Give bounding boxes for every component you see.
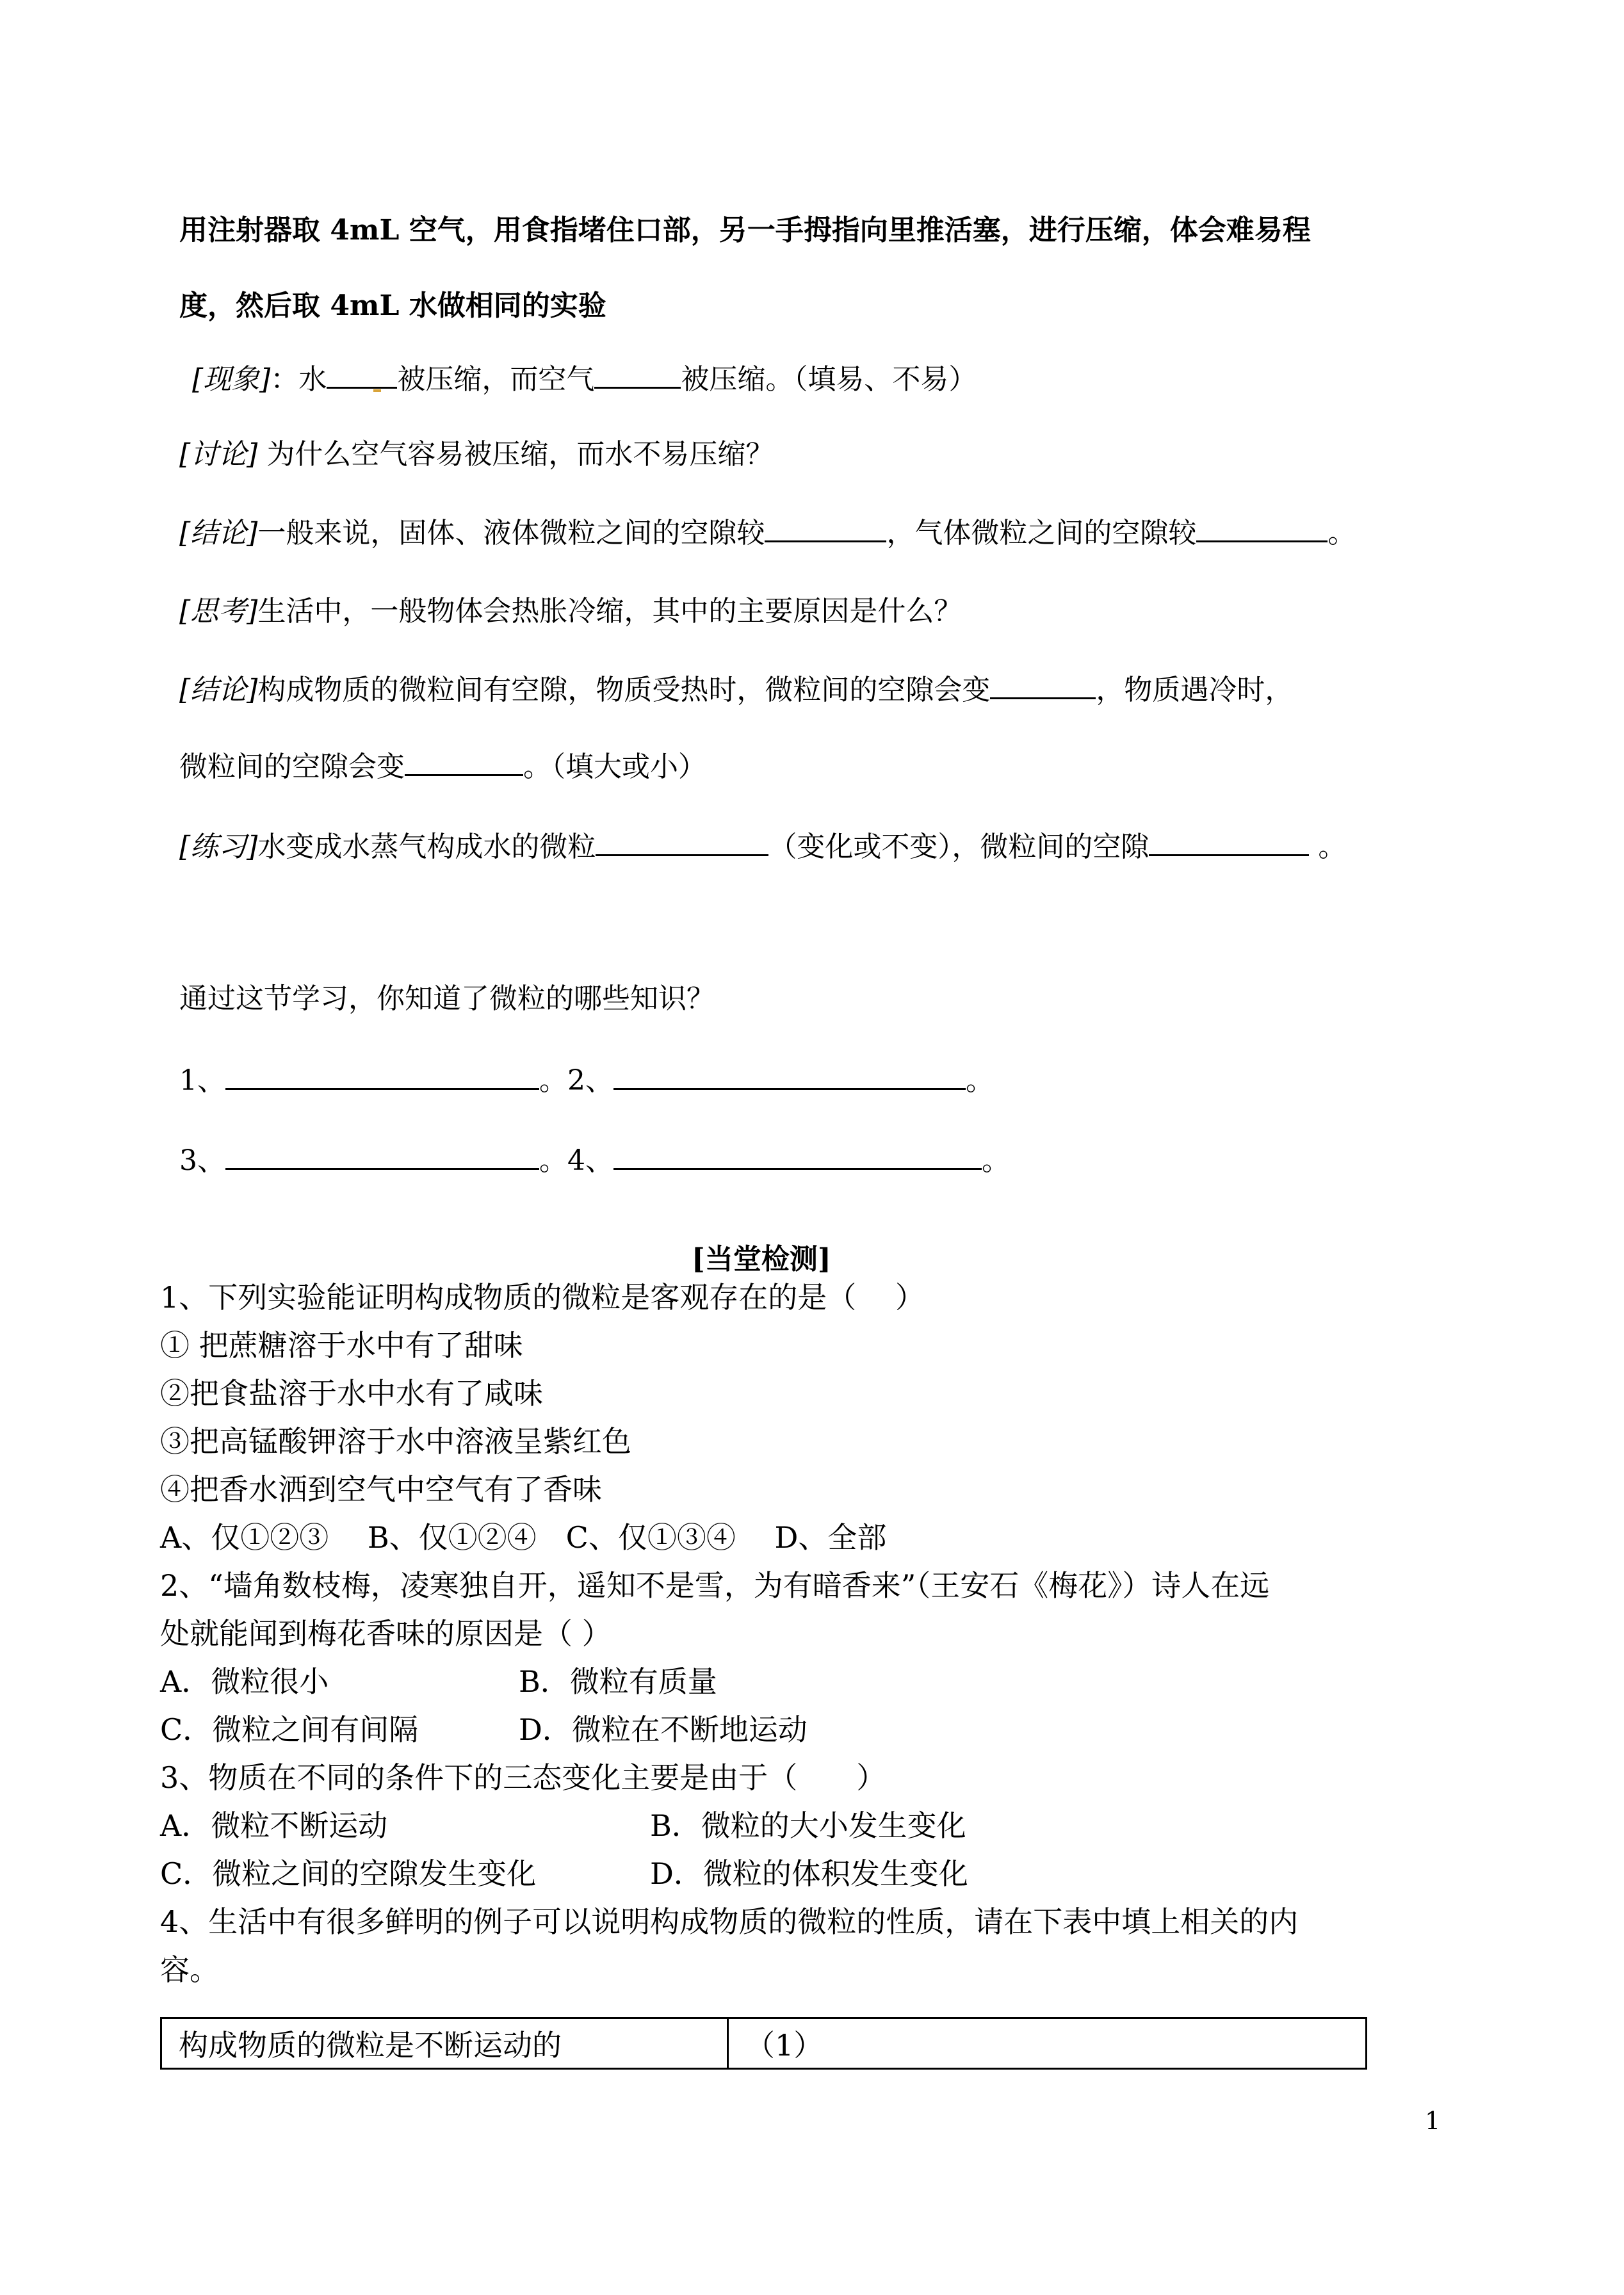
blank-heat-gap[interactable] <box>990 669 1096 699</box>
q3-option-d: D．微粒的体积发生变化 <box>650 1856 968 1891</box>
conclusion-2-text-3: 微粒间的空隙会变 <box>179 750 405 783</box>
conclusion-2-tag: [结论] <box>179 674 258 706</box>
q2-option-b: B．微粒有质量 <box>519 1664 717 1699</box>
blank-cold-gap[interactable] <box>405 746 523 776</box>
q2-option-d: D．微粒在不断地运动 <box>519 1712 808 1747</box>
q1-item-1: ① 把蔗糖溶于水中有了甜味 <box>160 1328 523 1363</box>
phenomenon-line <box>192 359 977 399</box>
phenomenon-text-2: 被压缩，而空气 <box>397 363 595 396</box>
practice-line <box>179 826 1346 866</box>
blank-gas-gap[interactable] <box>1196 512 1328 542</box>
table-cell-property: 构成物质的微粒是不断运动的 <box>161 2018 728 2069</box>
discussion-tag: [讨论] <box>179 438 258 471</box>
table-row <box>161 2018 1367 2069</box>
q4-stem-1: 4、生活中有很多鲜明的例子可以说明构成物质的微粒的性质，请在下表中填上相关的内 <box>160 1904 1299 1939</box>
summary-num-1: 1、 <box>179 1064 225 1097</box>
highlight-mark <box>373 389 381 392</box>
conclusion-1-text-2: ，气体微粒之间的空隙较 <box>886 517 1197 549</box>
q1-options: A、仅①②③ B、仅①②④ C、仅①③④ D、全部 <box>160 1520 887 1555</box>
q3-option-b: B．微粒的大小发生变化 <box>650 1808 966 1843</box>
q2-option-a: A．微粒很小 <box>160 1664 329 1699</box>
summary-end-1: 。 <box>966 1064 994 1097</box>
q1-item-3: ③把高锰酸钾溶于水中溶液呈紫红色 <box>160 1424 631 1459</box>
q1-stem: 1、下列实验能证明构成物质的微粒是客观存在的是（ ） <box>160 1280 925 1315</box>
q3-option-a: A．微粒不断运动 <box>160 1808 388 1843</box>
think-tag: [思考] <box>179 595 258 628</box>
blank-air-compress[interactable] <box>594 359 681 389</box>
summary-num-3: 3、 <box>179 1144 225 1177</box>
test-title: [当堂检测] <box>692 1243 831 1276</box>
discussion-text: 为什么空气容易被压缩，而水不易压缩？ <box>257 438 774 471</box>
practice-tag: [练习] <box>179 831 258 863</box>
blank-water-compress[interactable] <box>327 359 397 389</box>
blank-knowledge-4[interactable] <box>613 1140 982 1170</box>
practice-text-1: 水变成水蒸气构成水的微粒 <box>257 831 596 863</box>
blank-solid-gap[interactable] <box>765 512 886 542</box>
summary-num-2: 。2、 <box>539 1064 613 1097</box>
conclusion-1-text-1: 一般来说，固体、液体微粒之间的空隙较 <box>257 517 765 549</box>
q3-option-c: C．微粒之间的空隙发生变化 <box>160 1856 537 1891</box>
q2-stem-2: 处就能闻到梅花香味的原因是（ ） <box>160 1616 612 1651</box>
q2-stem-1: 2、“墙角数枝梅，凌寒独自开，遥知不是雪，为有暗香来”（王安石《梅花》）诗人在远 <box>160 1568 1270 1603</box>
conclusion-1-text-3: 。 <box>1328 517 1356 549</box>
q3-stem: 3、物质在不同的条件下的三态变化主要是由于（ ） <box>160 1760 886 1795</box>
q4-table <box>160 2017 1367 2070</box>
summary-num-4: 。4、 <box>539 1144 613 1177</box>
conclusion-2-text-4: 。（填大或小） <box>523 750 706 783</box>
blank-particle-gap[interactable] <box>1149 826 1309 856</box>
q4-stem-2: 容。 <box>160 1952 219 1987</box>
experiment-line-1: 用注射器取 4mL 空气，用食指堵住口部，另一手拇指向里推活塞，进行压缩，体会难易程 <box>179 214 1311 247</box>
summary-end-2: 。 <box>982 1144 1010 1177</box>
summary-line-1 <box>179 1060 994 1100</box>
page-number: 1 <box>1425 2107 1441 2135</box>
phenomenon-tag: [现象] <box>192 363 271 396</box>
practice-text-3: 。 <box>1309 831 1347 863</box>
phenomenon-text-1: ：水 <box>270 363 327 396</box>
blank-knowledge-1[interactable] <box>225 1060 539 1090</box>
conclusion-1-tag: [结论] <box>179 517 258 549</box>
conclusion-2-text-1: 构成物质的微粒间有空隙，物质受热时，微粒间的空隙会变 <box>257 674 991 706</box>
discussion-line <box>179 435 774 474</box>
conclusion-2-text-2: ，物质遇冷时， <box>1096 674 1294 706</box>
think-text: 生活中，一般物体会热胀冷缩，其中的主要原因是什么？ <box>257 595 962 628</box>
q1-item-2: ②把食盐溶于水中水有了咸味 <box>160 1376 543 1411</box>
practice-text-2: （变化或不变），微粒间的空隙 <box>768 831 1149 863</box>
summary-line-2 <box>179 1140 1010 1180</box>
q2-option-c: C．微粒之间有间隔 <box>160 1712 419 1747</box>
conclusion-2-line <box>179 669 1293 710</box>
blank-particle-change[interactable] <box>596 826 768 856</box>
conclusion-2-line-b <box>179 746 706 786</box>
summary-question: 通过这节学习，你知道了微粒的哪些知识？ <box>179 982 715 1015</box>
blank-knowledge-3[interactable] <box>225 1140 539 1170</box>
blank-knowledge-2[interactable] <box>613 1060 966 1090</box>
conclusion-1-line <box>179 512 1356 553</box>
experiment-line-2: 度，然后取 4mL 水做相同的实验 <box>179 289 606 322</box>
think-line <box>179 592 962 631</box>
q1-item-4: ④把香水洒到空气中空气有了香味 <box>160 1472 602 1507</box>
phenomenon-text-3: 被压缩。（填易、不易） <box>681 363 977 396</box>
table-cell-example[interactable]: （1） <box>728 2018 1367 2069</box>
